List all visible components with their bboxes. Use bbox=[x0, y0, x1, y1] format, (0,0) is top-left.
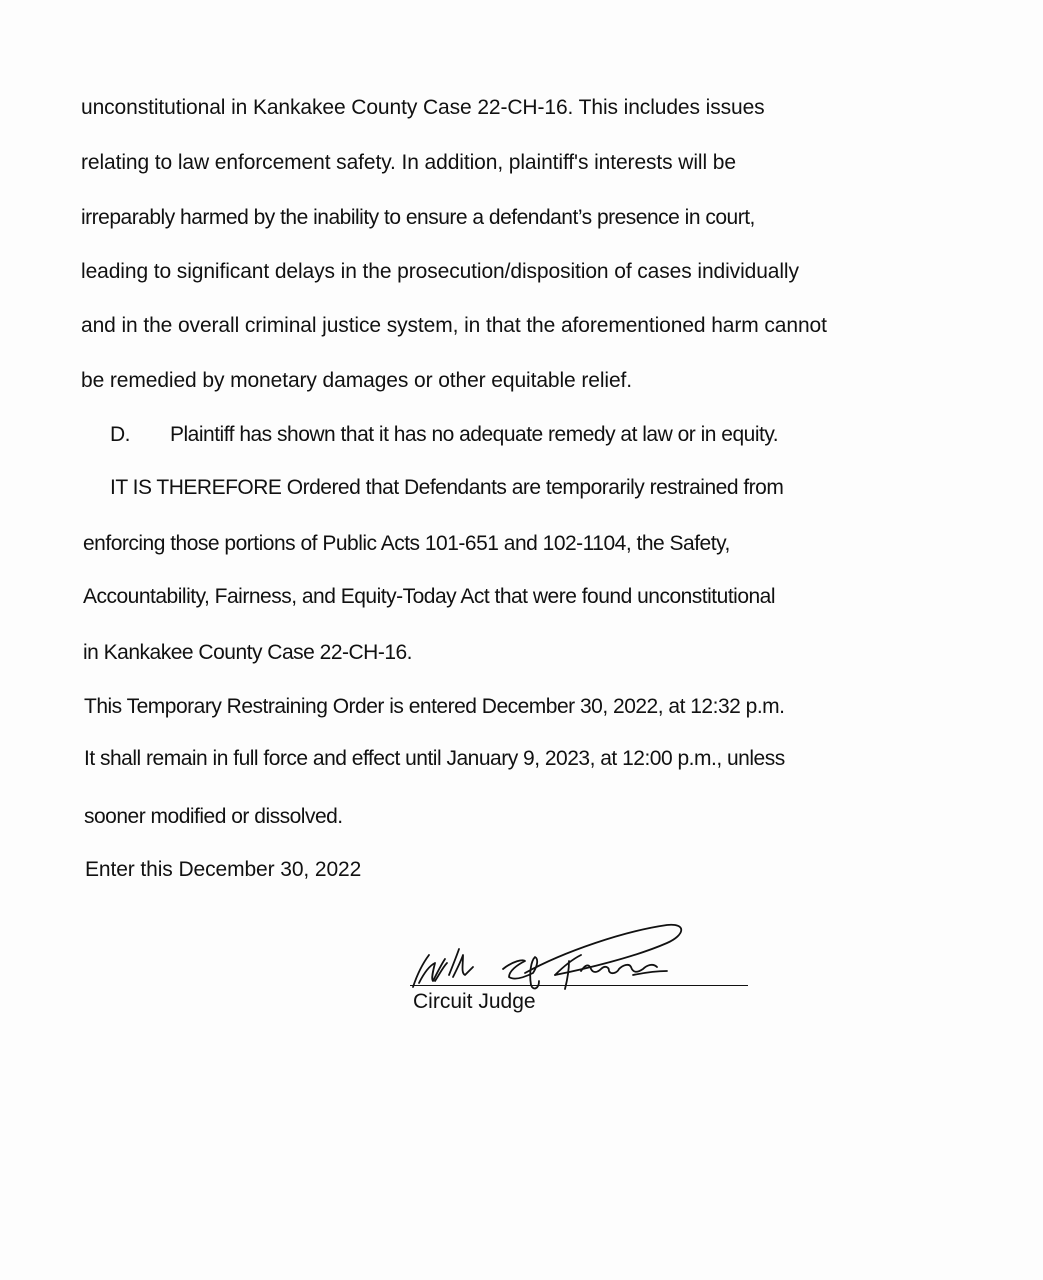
text-line: unconstitutional in Kankakee County Case 22-CH-16. This includes issues bbox=[81, 96, 765, 119]
paragraph-d bbox=[110, 423, 778, 447]
text-line: in Kankakee County Case 22-CH-16. bbox=[83, 641, 413, 664]
paragraph-label: D. bbox=[110, 423, 130, 446]
text-line: It shall remain in full force and effect until January 9, 2023, at 12:00 p.m., unless bbox=[84, 747, 785, 770]
text-line: enforcing those portions of Public Acts 101-651 and 102-1104, the Safety, bbox=[83, 532, 730, 555]
signature-title: Circuit Judge bbox=[413, 990, 536, 1013]
paragraph-text: Plaintiff has shown that it has no adequate remedy at law or in equity. bbox=[170, 423, 779, 446]
text-line: irreparably harmed by the inability to ensure a defendant’s presence in court, bbox=[81, 206, 755, 229]
text-line: be remedied by monetary damages or other equitable relief. bbox=[81, 369, 633, 392]
signature-icon bbox=[405, 915, 750, 995]
signature-line bbox=[410, 985, 748, 986]
text-line: This Temporary Restraining Order is entered December 30, 2022, at 12:32 p.m. bbox=[84, 695, 785, 718]
enter-date: Enter this December 30, 2022 bbox=[85, 858, 362, 881]
text-line: sooner modified or dissolved. bbox=[84, 805, 343, 828]
text-line: and in the overall criminal justice system, in that the aforementioned harm cannot bbox=[81, 314, 827, 337]
signature-block bbox=[405, 915, 750, 1025]
text-line: leading to significant delays in the prosecution/disposition of cases individually bbox=[81, 260, 799, 283]
text-line: IT IS THEREFORE Ordered that Defendants are temporarily restrained from bbox=[110, 476, 784, 499]
text-line: Accountability, Fairness, and Equity-Today Act that were found unconstitutional bbox=[83, 585, 776, 608]
text-line: relating to law enforcement safety. In addition, plaintiff's interests will be bbox=[81, 151, 736, 174]
